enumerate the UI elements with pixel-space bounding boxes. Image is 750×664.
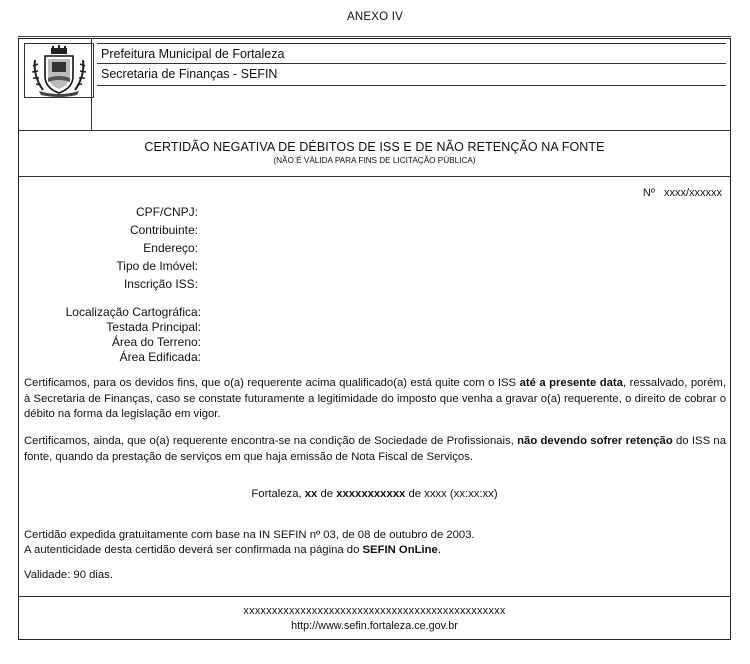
footer-line-2	[24, 543, 475, 558]
date-line	[19, 488, 730, 500]
paragraph-quite-bold: até a presente data	[519, 377, 623, 389]
field-cpf-cnpj: CPF/CNPJ:	[135, 205, 198, 219]
sefin-url-link[interactable]: http://www.sefin.fortaleza.ce.gov.br	[291, 620, 458, 632]
verification-code: xxxxxxxxxxxxxxxxxxxxxxxxxxxxxxxxxxxxxxxxxxxxxx	[243, 605, 506, 617]
number-value: xxxx/xxxxxx	[663, 187, 722, 199]
number-label: Nº	[642, 187, 655, 199]
field-area-terreno: Área do Terreno:	[111, 335, 201, 349]
header	[19, 39, 730, 99]
field-area-edificada: Área Edificada:	[119, 350, 201, 364]
header-line-top	[97, 43, 726, 44]
date-day: xx	[304, 488, 318, 500]
paragraph-sociedade	[24, 434, 726, 465]
paragraph-sociedade-bold: não devendo sofrer retenção	[517, 435, 673, 447]
footer-legal	[24, 528, 475, 558]
certificate-frame	[18, 38, 731, 640]
validity: Validade: 90 dias.	[24, 569, 113, 581]
footer-line-2-end: .	[437, 544, 441, 556]
date-de: de	[320, 488, 334, 500]
header-divider	[91, 39, 92, 130]
header-line-mid	[97, 63, 726, 64]
annex-label: ANEXO IV	[347, 11, 403, 23]
paragraph-quite-text-b: , ressalvado, porém, à Secretaria de Finanças, caso se constate futuramente a legitimidade do imposto que venha a gravar o(a) requerente, o direito de cobrar o débito na forma da legislação em vigor.	[24, 377, 726, 420]
footer-line-1: Certidão expedida gratuitamente com base na IN SEFIN nº 03, de 08 de outubro de 2003.	[24, 529, 475, 541]
coat-of-arms-icon	[25, 44, 93, 97]
date-city: Fortaleza,	[251, 488, 302, 500]
certificate-number	[643, 187, 722, 199]
paragraph-quite	[24, 376, 726, 423]
certificate-title: CERTIDÃO NEGATIVA DE DÉBITOS DE ISS E DE NÃO RETENÇÃO NA FONTE	[144, 140, 605, 154]
field-testada: Testada Principal:	[106, 320, 201, 334]
footer-sefin-online: SEFIN OnLine	[362, 544, 438, 556]
title-bar	[19, 130, 730, 177]
field-localizacao: Localização Cartográfica:	[65, 305, 201, 319]
paragraph-sociedade-text-a: Certificamos, ainda, que o(a) requerente encontra-se na condição de Sociedade de Profissionais,	[24, 435, 518, 447]
date-month: xxxxxxxxxxx	[336, 488, 406, 500]
paragraph-sociedade-text-b: do ISS na fonte, quando da prestação de serviços em que haja emissão de Nota Fiscal de Serviços.	[24, 435, 726, 463]
header-line-bottom	[97, 85, 726, 86]
top-rule	[18, 36, 731, 37]
certificate-subtitle: (NÃO É VÁLIDA PARA FINS DE LICITAÇÃO PÚBLICA)	[273, 156, 476, 165]
org-name: Prefeitura Municipal de Fortaleza	[101, 47, 285, 61]
bottom-divider	[19, 596, 730, 597]
org-department: Secretaria de Finanças - SEFIN	[101, 67, 278, 81]
footer-line-2-text: A autenticidade desta certidão deverá ser confirmada na página do	[24, 544, 363, 556]
coat-of-arms-logo	[24, 43, 94, 98]
header-title-block	[97, 43, 726, 96]
field-endereco: Endereço:	[143, 241, 198, 255]
paragraph-quite-text-a: Certificamos, para os devidos fins, que o(a) requerente acima qualificado(a) está quite com o ISS	[24, 377, 520, 389]
date-year-time: de xxxx (xx:xx:xx)	[408, 488, 498, 500]
field-contribuinte: Contribuinte:	[129, 223, 198, 237]
field-tipo-imovel: Tipo de Imóvel:	[116, 259, 198, 273]
field-inscricao-iss: Inscrição ISS:	[123, 277, 198, 291]
